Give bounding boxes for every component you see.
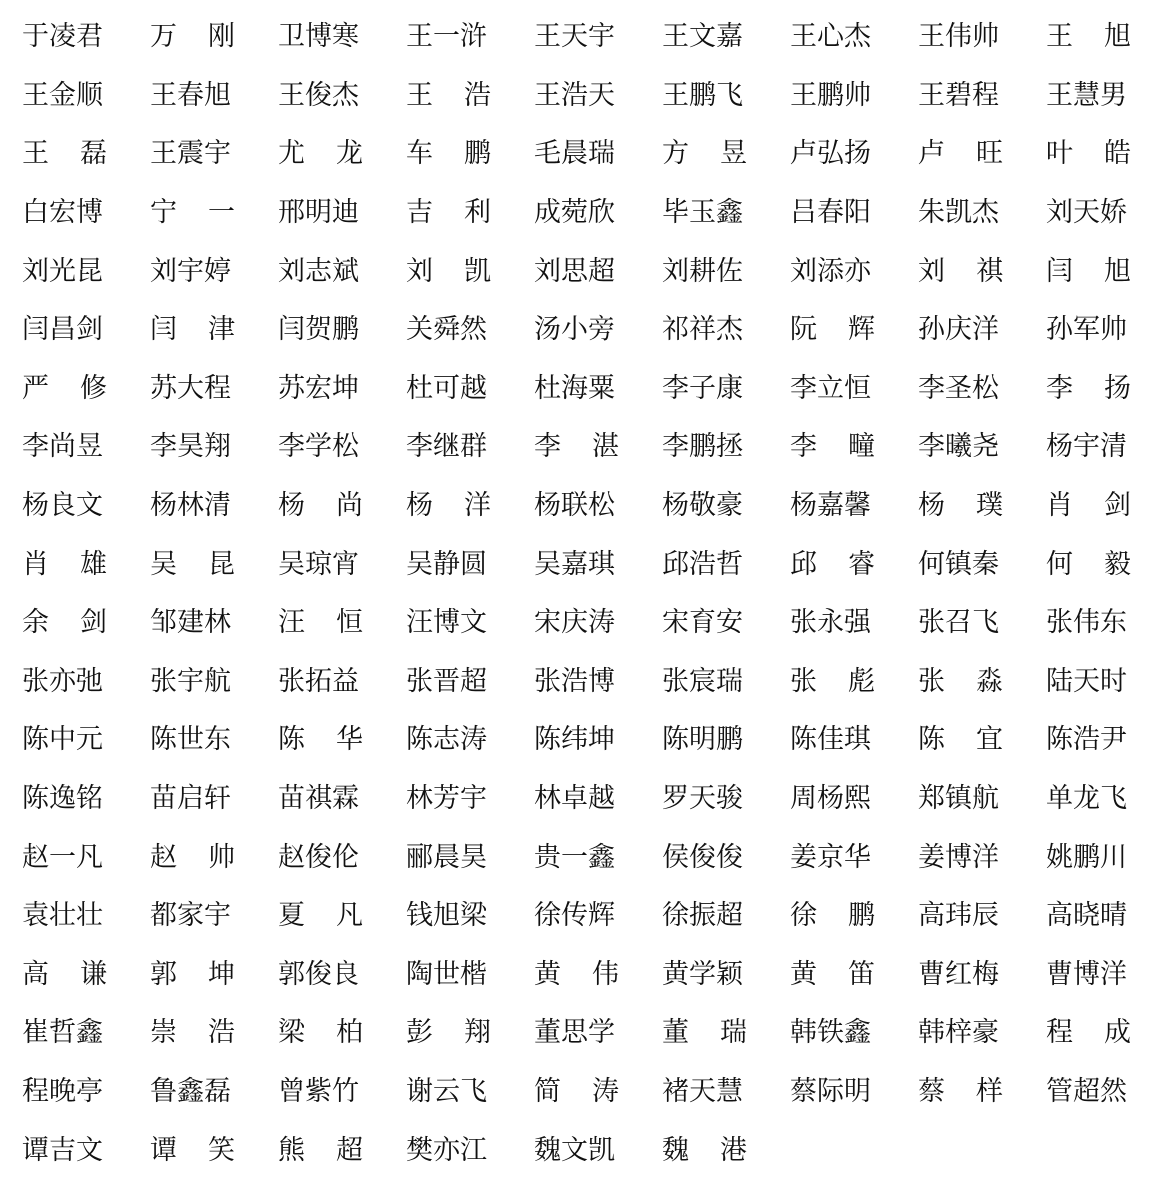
name-cell: 李尚昱	[22, 431, 103, 463]
name-cell: 杨敬豪	[662, 490, 743, 522]
name-cell: 何镇秦	[918, 548, 999, 580]
name-cell: 夏 凡	[278, 900, 363, 932]
name-cell: 朱凯杰	[918, 197, 999, 229]
name-cell: 崔哲鑫	[22, 1017, 103, 1049]
name-cell: 宋庆涛	[534, 607, 615, 639]
name-cell: 高 谦	[22, 958, 107, 990]
name-cell: 尤 龙	[278, 138, 363, 170]
name-cell: 樊亦江	[406, 1134, 487, 1166]
name-cell: 陈 华	[278, 724, 363, 756]
name-cell: 陈逸铭	[22, 783, 103, 815]
name-cell: 袁壮壮	[22, 900, 103, 932]
name-cell: 苗启轩	[150, 783, 231, 815]
name-cell: 李曦尧	[918, 431, 999, 463]
name-cell: 卫博寒	[278, 21, 359, 53]
name-cell: 谭吉文	[22, 1134, 103, 1166]
name-cell: 杨 尚	[278, 490, 363, 522]
name-cell: 周杨熙	[790, 783, 871, 815]
name-cell: 刘 祺	[918, 255, 1003, 287]
name-cell: 魏文凯	[534, 1134, 615, 1166]
name-cell: 李 湛	[534, 431, 619, 463]
name-cell: 关舜然	[406, 314, 487, 346]
name-cell: 卢弘扬	[790, 138, 871, 170]
name-cell: 刘 凯	[406, 255, 491, 287]
name-cell: 肖 雄	[22, 548, 107, 580]
name-cell: 张晋超	[406, 665, 487, 697]
name-cell: 汪博文	[406, 607, 487, 639]
name-cell: 曹红梅	[918, 958, 999, 990]
name-cell: 程晚亭	[22, 1075, 103, 1107]
name-cell: 陈中元	[22, 724, 103, 756]
name-cell: 杜海粟	[534, 372, 615, 404]
name-cell: 邱浩哲	[662, 548, 743, 580]
name-cell: 王天宇	[534, 21, 615, 53]
name-cell: 张拓益	[278, 665, 359, 697]
name-cell: 吴嘉琪	[534, 548, 615, 580]
name-cell: 宁 一	[150, 197, 235, 229]
name-cell: 陈纬坤	[534, 724, 615, 756]
name-cell: 陈明鹏	[662, 724, 743, 756]
name-cell: 曾紫竹	[278, 1075, 359, 1107]
name-cell: 杜可越	[406, 372, 487, 404]
name-cell: 李学松	[278, 431, 359, 463]
name-cell: 黄学颖	[662, 958, 743, 990]
name-cell: 王碧程	[918, 79, 999, 111]
name-cell: 闫 旭	[1046, 255, 1131, 287]
name-cell: 王心杰	[790, 21, 871, 53]
name-cell: 毛晨瑞	[534, 138, 615, 170]
name-cell: 简 涛	[534, 1075, 619, 1107]
name-cell: 李立恒	[790, 372, 871, 404]
name-cell: 吴琼宵	[278, 548, 359, 580]
name-cell: 卢 旺	[918, 138, 1003, 170]
name-cell: 刘宇婷	[150, 255, 231, 287]
name-cell: 杨 洋	[406, 490, 491, 522]
name-cell: 张亦弛	[22, 665, 103, 697]
name-cell: 谢云飞	[406, 1075, 487, 1107]
name-cell: 蔡 样	[918, 1075, 1003, 1107]
name-cell: 韩铁鑫	[790, 1017, 871, 1049]
name-cell: 梁 柏	[278, 1017, 363, 1049]
name-cell: 王鹏飞	[662, 79, 743, 111]
name-cell: 郭俊良	[278, 958, 359, 990]
name-cell: 王震宇	[150, 138, 231, 170]
name-cell: 陈浩尹	[1046, 724, 1127, 756]
name-cell: 魏 港	[662, 1134, 747, 1166]
name-cell: 白宏博	[22, 197, 103, 229]
name-cell: 严 修	[22, 372, 107, 404]
name-cell: 黄 笛	[790, 958, 875, 990]
name-cell: 王 旭	[1046, 21, 1131, 53]
name-cell: 张浩博	[534, 665, 615, 697]
name-cell: 都家宇	[150, 900, 231, 932]
name-cell: 王慧男	[1046, 79, 1127, 111]
name-cell: 杨良文	[22, 490, 103, 522]
name-cell: 汪 恒	[278, 607, 363, 639]
name-cell: 张永强	[790, 607, 871, 639]
name-cell: 吴 昆	[150, 548, 235, 580]
name-cell: 林卓越	[534, 783, 615, 815]
name-cell: 肖 剑	[1046, 490, 1131, 522]
name-cell: 杨 璞	[918, 490, 1003, 522]
name-cell: 刘思超	[534, 255, 615, 287]
name-cell: 李 扬	[1046, 372, 1131, 404]
name-cell: 闫贺鹏	[278, 314, 359, 346]
name-cell: 贵一鑫	[534, 841, 615, 873]
name-cell: 张召飞	[918, 607, 999, 639]
name-cell: 孙庆洋	[918, 314, 999, 346]
name-cell: 郑镇航	[918, 783, 999, 815]
name-cell: 赵 帅	[150, 841, 235, 873]
name-cell: 王鹏帅	[790, 79, 871, 111]
name-cell: 董 瑞	[662, 1017, 747, 1049]
name-cell: 杨嘉馨	[790, 490, 871, 522]
name-cell: 万 刚	[150, 21, 235, 53]
name-cell: 董思学	[534, 1017, 615, 1049]
name-list-grid	[22, 8, 1160, 1180]
name-cell: 刘光昆	[22, 255, 103, 287]
name-cell: 王金顺	[22, 79, 103, 111]
name-cell: 成菀欣	[534, 197, 615, 229]
name-cell: 苏大程	[150, 372, 231, 404]
name-cell: 杨林清	[150, 490, 231, 522]
name-cell: 陈 宜	[918, 724, 1003, 756]
name-cell: 张宇航	[150, 665, 231, 697]
name-cell: 徐振超	[662, 900, 743, 932]
name-cell: 赵一凡	[22, 841, 103, 873]
name-cell: 李子康	[662, 372, 743, 404]
name-cell: 罗天骏	[662, 783, 743, 815]
name-cell: 杨宇清	[1046, 431, 1127, 463]
name-cell: 刘天娇	[1046, 197, 1127, 229]
name-cell: 何 毅	[1046, 548, 1131, 580]
name-cell: 王伟帅	[918, 21, 999, 53]
name-cell: 邱 睿	[790, 548, 875, 580]
name-cell: 程 成	[1046, 1017, 1131, 1049]
name-cell: 赵俊伦	[278, 841, 359, 873]
name-cell: 陶世楷	[406, 958, 487, 990]
name-cell: 李昊翔	[150, 431, 231, 463]
name-cell: 钱旭梁	[406, 900, 487, 932]
name-cell: 姚鹏川	[1046, 841, 1127, 873]
name-cell: 王文嘉	[662, 21, 743, 53]
name-cell: 林芳宇	[406, 783, 487, 815]
name-cell: 陈佳琪	[790, 724, 871, 756]
name-cell: 李继群	[406, 431, 487, 463]
name-cell: 苏宏坤	[278, 372, 359, 404]
name-cell: 郦晨昊	[406, 841, 487, 873]
name-cell: 单龙飞	[1046, 783, 1127, 815]
name-cell: 苗祺霖	[278, 783, 359, 815]
name-cell: 陈世东	[150, 724, 231, 756]
name-cell: 高玮辰	[918, 900, 999, 932]
name-cell: 王 磊	[22, 138, 107, 170]
name-cell: 毕玉鑫	[662, 197, 743, 229]
name-cell: 李圣松	[918, 372, 999, 404]
name-cell: 高晓晴	[1046, 900, 1127, 932]
name-cell: 熊 超	[278, 1134, 363, 1166]
name-cell: 于凌君	[22, 21, 103, 53]
name-cell: 王春旭	[150, 79, 231, 111]
name-cell: 李 疃	[790, 431, 875, 463]
name-cell: 姜京华	[790, 841, 871, 873]
name-cell: 陆天时	[1046, 665, 1127, 697]
name-cell: 管超然	[1046, 1075, 1127, 1107]
name-cell: 闫昌剑	[22, 314, 103, 346]
name-cell: 宋育安	[662, 607, 743, 639]
name-cell: 姜博洋	[918, 841, 999, 873]
name-cell: 王俊杰	[278, 79, 359, 111]
name-cell: 侯俊俊	[662, 841, 743, 873]
name-cell: 曹博洋	[1046, 958, 1127, 990]
name-cell: 张伟东	[1046, 607, 1127, 639]
name-cell: 黄 伟	[534, 958, 619, 990]
name-cell: 李鹏拯	[662, 431, 743, 463]
name-cell: 叶 皓	[1046, 138, 1131, 170]
name-cell: 王浩天	[534, 79, 615, 111]
name-cell: 张 彪	[790, 665, 875, 697]
name-cell: 崇 浩	[150, 1017, 235, 1049]
name-cell: 祁祥杰	[662, 314, 743, 346]
name-cell: 刘耕佐	[662, 255, 743, 287]
name-cell: 车 鹏	[406, 138, 491, 170]
name-cell: 吉 利	[406, 197, 491, 229]
name-cell: 徐 鹏	[790, 900, 875, 932]
name-cell: 徐传辉	[534, 900, 615, 932]
name-cell: 余 剑	[22, 607, 107, 639]
name-cell: 孙军帅	[1046, 314, 1127, 346]
name-cell: 邹建林	[150, 607, 231, 639]
name-cell: 王 浩	[406, 79, 491, 111]
name-cell: 刘添亦	[790, 255, 871, 287]
name-cell: 郭 坤	[150, 958, 235, 990]
name-cell: 阮 辉	[790, 314, 875, 346]
name-cell: 邢明迪	[278, 197, 359, 229]
name-cell: 闫 津	[150, 314, 235, 346]
name-cell: 张 淼	[918, 665, 1003, 697]
name-cell: 韩梓豪	[918, 1017, 999, 1049]
name-cell: 张宸瑞	[662, 665, 743, 697]
name-cell: 王一浒	[406, 21, 487, 53]
name-cell: 蔡际明	[790, 1075, 871, 1107]
name-cell: 彭 翔	[406, 1017, 491, 1049]
name-cell: 谭 笑	[150, 1134, 235, 1166]
name-cell: 汤小旁	[534, 314, 615, 346]
name-cell: 吴静圆	[406, 548, 487, 580]
name-cell: 陈志涛	[406, 724, 487, 756]
name-cell: 杨联松	[534, 490, 615, 522]
name-cell: 吕春阳	[790, 197, 871, 229]
name-cell: 鲁鑫磊	[150, 1075, 231, 1107]
name-cell: 褚天慧	[662, 1075, 743, 1107]
name-cell: 方 昱	[662, 138, 747, 170]
name-cell: 刘志斌	[278, 255, 359, 287]
